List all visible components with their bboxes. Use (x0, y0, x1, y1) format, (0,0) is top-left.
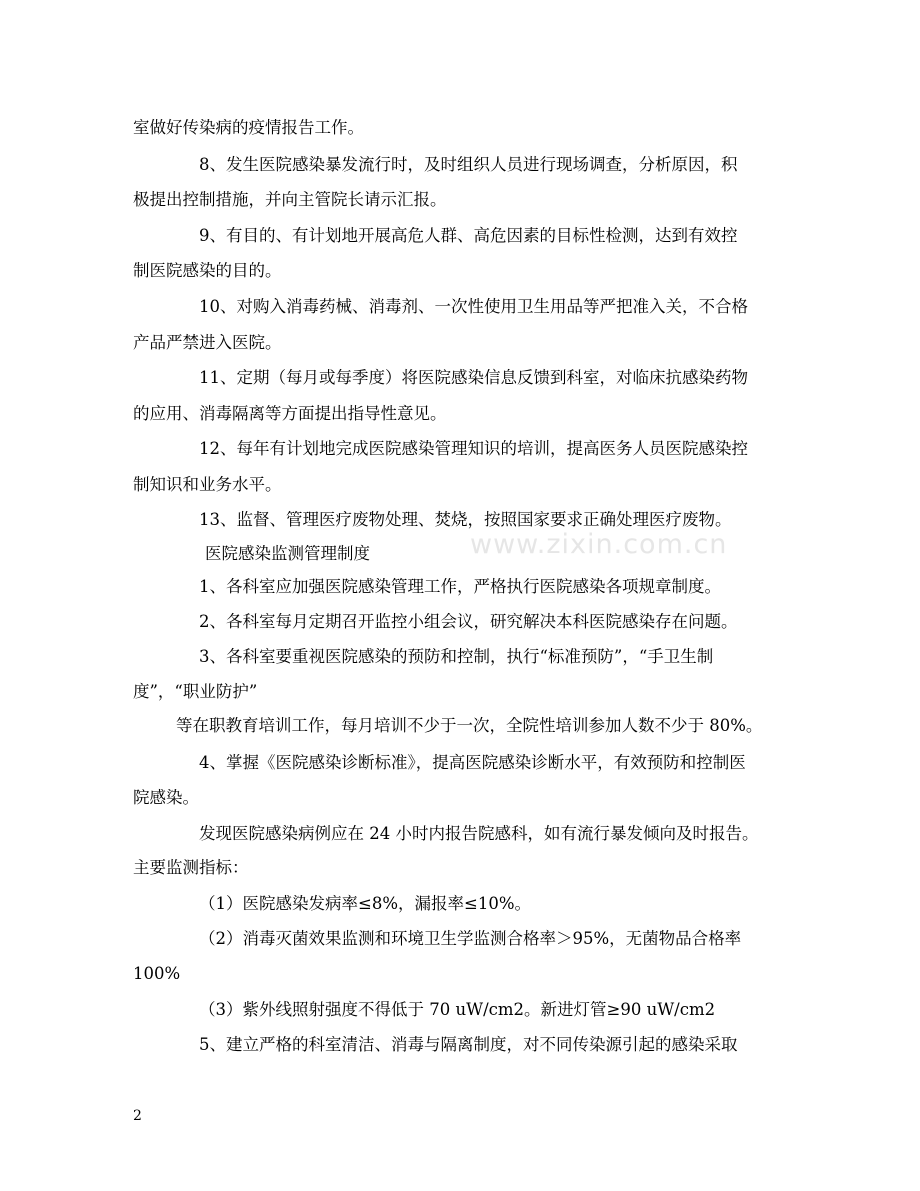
text-line: 院感染。 (133, 788, 199, 807)
text-line: 的应用、消毒隔离等方面提出指导性意见。 (133, 404, 447, 423)
watermark: www.zixin.com.cn (470, 529, 728, 560)
text-line: 3、各科室要重视医院感染的预防和控制，执行“标准预防”，“手卫生制 (199, 647, 714, 666)
text-line: （1）医院感染发病率≤8%，漏报率≤10%。 (199, 894, 531, 913)
text-line: 等在职教育培训工作，每月培训不少于一次，全院性培训参加人数不少于 80%。 (176, 716, 763, 735)
page-number: 2 (133, 1108, 142, 1124)
text-line: 11、定期（每月或每季度）将医院感染信息反馈到科室，对临床抗感染药物 (199, 368, 748, 387)
text-line: 8、发生医院感染暴发流行时，及时组织人员进行现场调查，分析原因，积 (199, 155, 738, 174)
text-line: 1、各科室应加强医院感染管理工作，严格执行医院感染各项规章制度。 (199, 577, 721, 596)
text-line: 100% (133, 964, 181, 983)
text-line: 制知识和业务水平。 (133, 475, 282, 494)
text-line: 13、监督、管理医疗废物处理、焚烧，按照国家要求正确处理医疗废物。 (199, 510, 732, 529)
text-line: 10、对购入消毒药械、消毒剂、一次性使用卫生用品等严把准入关，不合格 (199, 297, 748, 316)
text-line: 12、每年有计划地完成医院感染管理知识的培训，提高医务人员医院感染控 (199, 439, 748, 458)
text-line: （3）紫外线照射强度不得低于 70 uW/cm2。新进灯管≥90 uW/cm2 (199, 1000, 716, 1019)
text-line: 室做好传染病的疫情报告工作。 (133, 118, 364, 137)
text-line: 制医院感染的目的。 (133, 261, 282, 280)
text-line: 发现医院感染病例应在 24 小时内报告院感科，如有流行暴发倾向及时报告。 (199, 824, 759, 843)
text-line: 主要监测指标： (133, 858, 249, 877)
section-heading: 医院感染监测管理制度 (205, 544, 370, 563)
text-line: （2）消毒灭菌效果监测和环境卫生学监测合格率＞95%，无菌物品合格率 (199, 929, 742, 948)
text-line: 极提出控制措施，并向主管院长请示汇报。 (133, 190, 447, 209)
text-line: 5、建立严格的科室清洁、消毒与隔离制度，对不同传染源引起的感染采取 (199, 1035, 738, 1054)
text-line: 4、掌握《医院感染诊断标准》，提高医院感染诊断水平，有效预防和控制医 (199, 753, 746, 772)
text-line: 产品严禁进入医院。 (133, 333, 282, 352)
text-line: 2、各科室每月定期召开监控小组会议，研究解决本科医院感染存在问题。 (199, 612, 738, 631)
text-line: 9、有目的、有计划地开展高危人群、高危因素的目标性检测，达到有效控 (199, 226, 738, 245)
text-line: 度”，“职业防护” (133, 682, 258, 701)
